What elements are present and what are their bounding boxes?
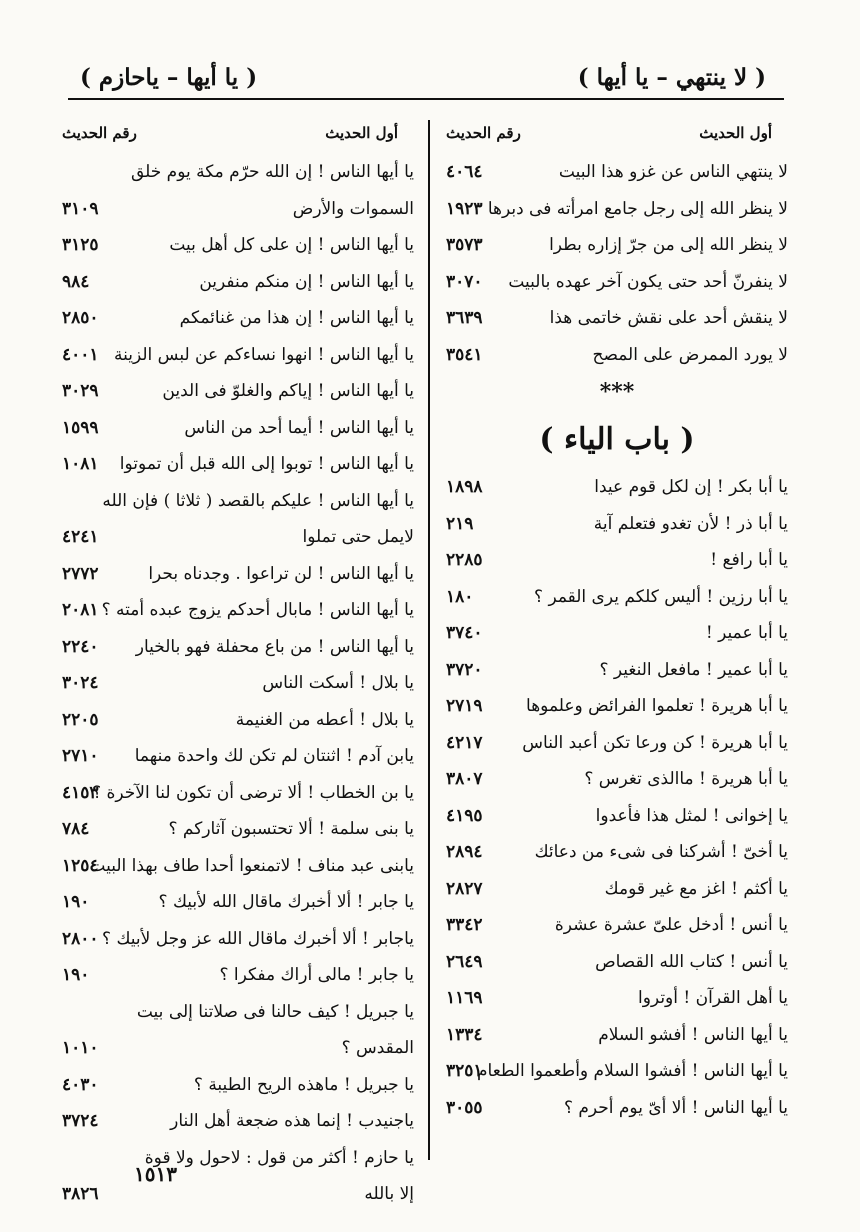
right-column-header <box>446 118 788 154</box>
hadith-number: ٢٢٤٠ <box>62 636 99 657</box>
hadith-number: ٤٢٤١ <box>62 527 99 547</box>
hadith-entry <box>62 556 414 593</box>
hadith-number: ٣٧٤٠ <box>446 623 483 643</box>
hadith-entry <box>446 264 788 301</box>
hadith-number: ١٣٣٤ <box>446 1024 483 1045</box>
hadith-entry <box>62 410 414 447</box>
hadith-entry <box>62 154 414 191</box>
hadith-number: ١٩٢٣ <box>446 198 483 219</box>
hadith-opening-text: يا أنس ! أدخل علىّ عشرة عشرة <box>554 915 788 935</box>
hadith-entry <box>62 665 414 702</box>
hadith-opening-text: لا ينظر الله إلى رجل جامع امرأته فى دبرها <box>487 198 788 219</box>
hadith-number: ١١٦٩ <box>446 988 483 1008</box>
hadith-opening-text: ياجابر ! ألا أخبرك ماقال الله عز وجل لأبيك ؟ <box>102 928 414 949</box>
section-ornament: *‌*‌* <box>599 379 635 405</box>
hadith-entry <box>62 957 414 994</box>
hadith-number: ٤١٥٣ <box>62 782 99 803</box>
left-running-title: ( يا أيها – ياحازم ) <box>80 64 258 91</box>
hadith-number: ١٨٩٨ <box>446 477 483 497</box>
hadith-opening-text: يا حازم ! أكثر من قول : لاحول ولا قوة <box>144 1147 414 1168</box>
hadith-number: ٤١٩٥ <box>446 805 483 826</box>
hadith-opening-text: يا جبريل ! ماهذه الريح الطيبة ؟ <box>193 1074 414 1095</box>
hadith-entry <box>62 1140 414 1177</box>
hadith-opening-text: إلا بالله <box>364 1184 414 1204</box>
hadith-opening-text: لا يورد الممرض على المصح <box>592 344 788 365</box>
hadith-entry <box>62 264 414 301</box>
hadith-entry <box>62 1103 414 1140</box>
hadith-opening-text: ياجنيدب ! إنما هذه ضجعة أهل النار <box>170 1111 414 1131</box>
hadith-entry <box>446 191 788 228</box>
hadith-opening-text: لايمل حتى تملوا <box>302 527 414 547</box>
right-entries-after-chapter <box>446 469 788 1126</box>
right-running-title: ( لا ينتهي – يا أيها ) <box>577 64 766 91</box>
column-divider <box>428 120 430 1160</box>
hadith-number: ٤٢١٧ <box>446 732 483 753</box>
hadith-opening-text: يا أبا هريرة ! تعلموا الفرائض وعلموها <box>526 696 788 716</box>
hadith-entry <box>62 702 414 739</box>
hadith-opening-text: يا أيها الناس ! إن هذا من غنائمكم <box>179 308 414 328</box>
hadith-opening-text: يا أيها الناس ! مابال أحدكم يزوج عبده أمته ؟ <box>101 600 414 620</box>
hadith-opening-text: يا أيها الناس ! أفشو السلام <box>598 1024 788 1045</box>
hadith-opening-text: يابن آدم ! اثنتان لم تكن لك واحدة منهما <box>134 746 414 766</box>
left-entries <box>62 154 414 1213</box>
hadith-entry <box>62 191 414 228</box>
hadith-opening-text: يا إخوانى ! لمثل هذا فأعدوا <box>595 805 788 826</box>
hadith-opening-text: يا جابر ! ألا أخبرك ماقال الله لأبيك ؟ <box>158 892 414 912</box>
hadith-number: ٢١٩ <box>446 513 474 534</box>
col-first-label: أول الحديث <box>325 124 398 142</box>
hadith-opening-text: يا أيها الناس ! إن على كل أهل بيت <box>169 235 414 255</box>
hadith-opening-text: يا أبا رزين ! أليس كلكم يرى القمر ؟ <box>534 586 788 607</box>
hadith-number: ٣٧٢٠ <box>446 659 483 680</box>
hadith-entry <box>446 907 788 944</box>
hadith-entry <box>446 652 788 689</box>
hadith-entry <box>446 615 788 652</box>
hadith-number: ٣٥٤١ <box>446 344 483 365</box>
hadith-number: ٣٠٧٠ <box>446 271 483 292</box>
hadith-entry <box>446 227 788 264</box>
hadith-number: ٢٨٩٤ <box>446 842 483 862</box>
hadith-entry <box>62 775 414 812</box>
hadith-number: ٣٦٣٩ <box>446 308 483 328</box>
hadith-number: ٤٠٠١ <box>62 344 99 365</box>
hadith-number: ٢٨٥٠ <box>62 308 99 328</box>
hadith-opening-text: لا ينفرنّ أحد حتى يكون آخر عهده بالبيت <box>508 271 788 292</box>
hadith-entry <box>62 884 414 921</box>
hadith-entry <box>446 1017 788 1054</box>
hadith-number: ٤٠٦٤ <box>446 162 483 182</box>
hadith-opening-text: يا بن الخطاب ! ألا ترضى أن تكون لنا الآخرة ؟ <box>92 782 414 803</box>
hadith-number: ٢٧١٩ <box>446 696 483 716</box>
hadith-entry <box>446 725 788 762</box>
hadith-opening-text: لا ينظر الله إلى من جرّ إزاره بطرا <box>549 235 788 255</box>
hadith-entry <box>62 629 414 666</box>
hadith-opening-text: يا أبا عمير ! <box>705 623 788 643</box>
hadith-opening-text: لا ينتهي الناس عن غزو هذا البيت <box>558 162 788 182</box>
hadith-entry <box>62 811 414 848</box>
hadith-opening-text: يا أبا هريرة ! ماالذى تغرس ؟ <box>584 769 788 789</box>
hadith-opening-text: يا أبا هريرة ! كن ورعا تكن أعبد الناس <box>522 732 788 753</box>
hadith-entry <box>62 373 414 410</box>
hadith-opening-text: يا أيها الناس ! من باع محفلة فهو بالخيار <box>135 636 414 657</box>
hadith-number: ٣٥٧٣ <box>446 235 483 255</box>
hadith-entry <box>446 980 788 1017</box>
page-number: ١٥١٣ <box>134 1162 177 1186</box>
hadith-opening-text: يا جبريل ! كيف حالنا فى صلاتنا إلى بيت <box>136 1001 414 1022</box>
hadith-opening-text: يا أبا ذر ! لأن تغدو فتعلم آية <box>593 513 788 534</box>
hadith-number: ٣١٢٥ <box>62 235 99 255</box>
hadith-entry <box>62 994 414 1031</box>
hadith-number: ١٢٥٤ <box>62 855 99 876</box>
hadith-number: ٩٨٤ <box>62 271 90 292</box>
hadith-entry <box>62 1030 414 1067</box>
hadith-opening-text: لا ينقش أحد على نقش خاتمى هذا <box>549 308 788 328</box>
hadith-opening-text: يا أيها الناس ! أيما أحد من الناس <box>184 417 414 438</box>
hadith-number: ٢٢٠٥ <box>62 709 99 730</box>
col-number-label: رقم الحديث <box>62 124 137 142</box>
hadith-number: ١٠٨١ <box>62 454 99 474</box>
hadith-opening-text: يا أخىّ ! أشركنا فى شىء من دعائك <box>534 842 788 862</box>
hadith-entry <box>446 337 788 374</box>
hadith-number: ٢٨٠٠ <box>62 928 99 949</box>
hadith-number: ١٩٠ <box>62 892 90 912</box>
hadith-entry <box>62 848 414 885</box>
hadith-opening-text: يا أيها الناس ! لن تراعوا . وجدناه بحرا <box>148 563 414 584</box>
hadith-number: ١٥٩٩ <box>62 417 99 438</box>
chapter-title: ( باب الياء ) <box>539 422 695 457</box>
hadith-number: ١٩٠ <box>62 965 90 985</box>
hadith-entry <box>446 1053 788 1090</box>
hadith-entry <box>62 1176 414 1213</box>
hadith-entry <box>446 944 788 981</box>
hadith-number: ٢٢٨٥ <box>446 550 483 570</box>
hadith-number: ١٨٠ <box>446 586 474 607</box>
hadith-number: ٣٠٢٩ <box>62 381 99 401</box>
right-column <box>446 118 788 1126</box>
hadith-opening-text: يا بنى سلمة ! ألا تحتسبون آثاركم ؟ <box>168 819 414 839</box>
hadith-opening-text: يا أبا بكر ! إن لكل قوم عيدا <box>594 477 788 497</box>
hadith-opening-text: السموات والأرض <box>292 198 414 219</box>
hadith-opening-text: يا أيها الناس ! انهوا نساءكم عن لبس الزينة <box>113 344 414 365</box>
hadith-entry <box>446 871 788 908</box>
hadith-entry <box>446 834 788 871</box>
page-header <box>68 58 784 100</box>
hadith-entry <box>446 469 788 506</box>
hadith-opening-text: يا بلال ! أسكت الناس <box>262 673 414 693</box>
hadith-entry <box>446 761 788 798</box>
hadith-entry <box>62 337 414 374</box>
col-number-label: رقم الحديث <box>446 124 521 142</box>
hadith-number: ٤٠٣٠ <box>62 1074 99 1095</box>
hadith-opening-text: يا أيها الناس ! إن الله حرّم مكة يوم خلق <box>130 162 414 182</box>
hadith-opening-text: يا أبا عمير ! مافعل النغير ؟ <box>599 659 788 680</box>
hadith-opening-text: يا بلال ! أعطه من الغنيمة <box>235 709 414 730</box>
left-column-header <box>62 118 414 154</box>
right-entries-before-chapter <box>446 154 788 373</box>
hadith-opening-text: يا أهل القرآن ! أوتروا <box>638 988 788 1008</box>
hadith-entry <box>446 579 788 616</box>
hadith-entry <box>446 154 788 191</box>
hadith-opening-text: يا أنس ! كتاب الله القصاص <box>595 951 788 972</box>
hadith-entry <box>62 921 414 958</box>
hadith-number: ٣٨٢٦ <box>62 1184 99 1204</box>
hadith-opening-text: المقدس ؟ <box>341 1038 414 1058</box>
left-column <box>62 118 414 1213</box>
hadith-number: ٢٧١٠ <box>62 746 99 766</box>
hadith-entry <box>62 519 414 556</box>
hadith-opening-text: يا أبا رافع ! <box>710 550 788 570</box>
hadith-entry <box>446 300 788 337</box>
hadith-opening-text: يابنى عبد مناف ! لاتمنعوا أحدا طاف بهذا البيت <box>89 855 414 876</box>
hadith-entry <box>62 483 414 520</box>
hadith-entry <box>446 798 788 835</box>
hadith-entry <box>446 542 788 579</box>
hadith-number: ٣١٠٩ <box>62 198 99 219</box>
hadith-number: ٣٣٤٢ <box>446 915 483 935</box>
hadith-opening-text: يا أيها الناس ! إياكم والغلوّ فى الدين <box>162 381 414 401</box>
hadith-number: ٢٧٧٢ <box>62 563 99 584</box>
hadith-number: ٣٨٠٧ <box>446 769 483 789</box>
hadith-opening-text: يا أيها الناس ! توبوا إلى الله قبل أن تموتوا <box>119 454 414 474</box>
hadith-number: ٣٠٢٤ <box>62 673 99 693</box>
hadith-entry <box>62 300 414 337</box>
hadith-number: ٢٨٢٧ <box>446 878 483 899</box>
hadith-number: ٣٧٢٤ <box>62 1111 99 1131</box>
hadith-number: ٣٠٥٥ <box>446 1097 483 1118</box>
hadith-opening-text: يا أيها الناس ! أفشوا السلام وأطعموا الطعام <box>476 1061 788 1081</box>
hadith-entry <box>446 688 788 725</box>
hadith-opening-text: يا جابر ! مالى أراك مفكرا ؟ <box>219 965 414 985</box>
hadith-number: ٢٠٨١ <box>62 600 99 620</box>
hadith-entry <box>62 446 414 483</box>
col-first-label: أول الحديث <box>699 124 772 142</box>
hadith-entry <box>446 1090 788 1127</box>
hadith-entry <box>446 506 788 543</box>
hadith-number: ٣٢٥١ <box>446 1061 483 1081</box>
hadith-number: ١٠١٠ <box>62 1038 99 1058</box>
hadith-number: ٢٦٤٩ <box>446 951 483 972</box>
hadith-entry <box>62 592 414 629</box>
hadith-opening-text: يا أيها الناس ! عليكم بالقصد ( ثلاثا ) فإن الله <box>102 490 414 511</box>
hadith-opening-text: يا أكثم ! اغز مع غير قومك <box>604 878 788 899</box>
hadith-opening-text: يا أيها الناس ! إن منكم منفرين <box>199 271 414 292</box>
hadith-entry <box>62 1067 414 1104</box>
hadith-opening-text: يا أيها الناس ! ألا أىّ يوم أحرم ؟ <box>563 1097 788 1118</box>
hadith-entry <box>62 738 414 775</box>
hadith-entry <box>62 227 414 264</box>
hadith-number: ٧٨٤ <box>62 819 90 839</box>
